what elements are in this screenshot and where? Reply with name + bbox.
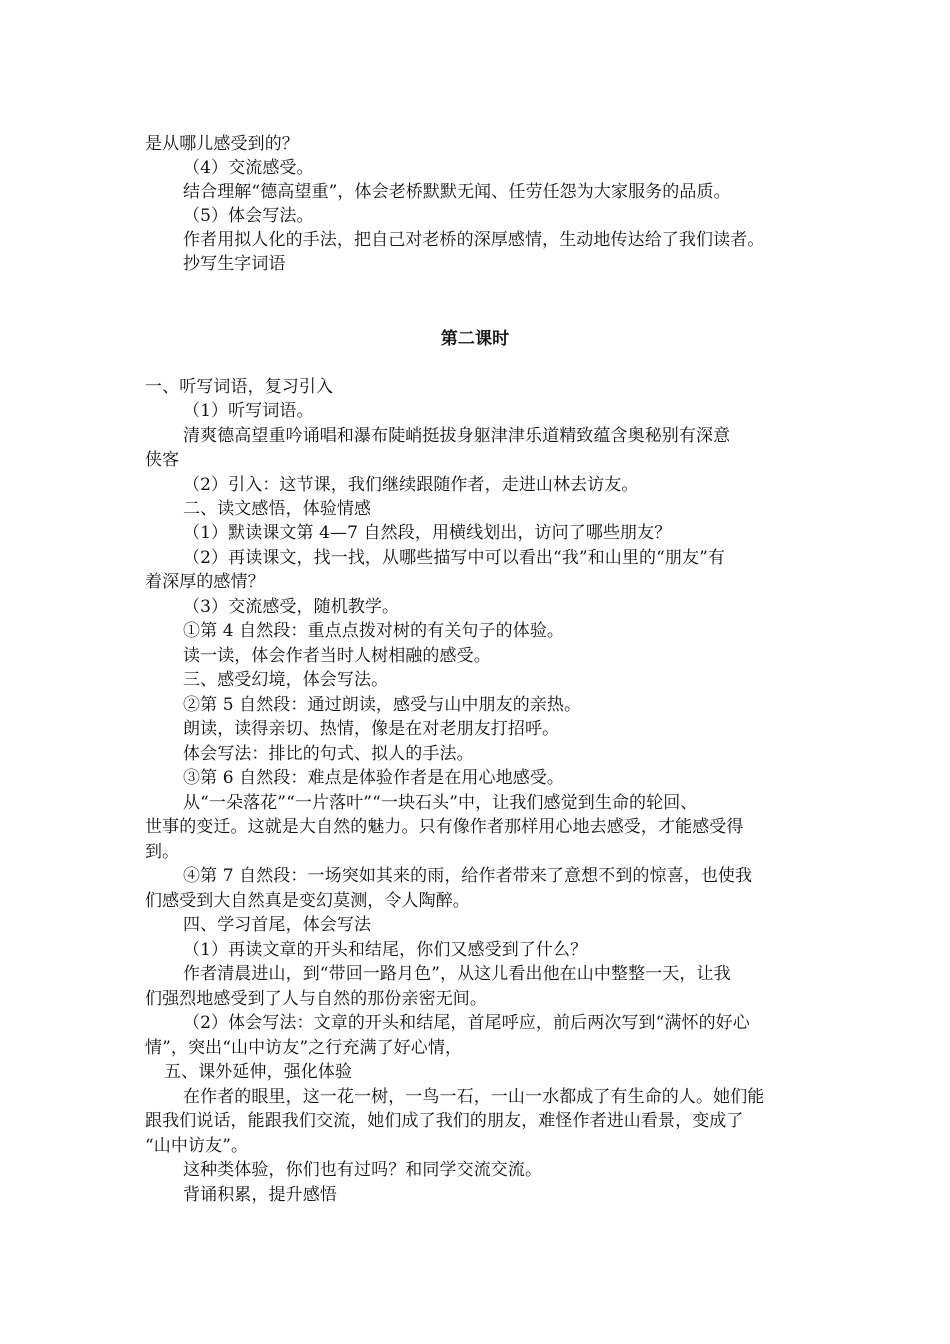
text-line: 四、学习首尾，体会写法 [183, 915, 372, 935]
text-line: 抄写生字词语 [183, 254, 286, 274]
text-line: （1）再读文章的开头和结尾，你们又感受到了什么？ [183, 940, 588, 960]
section-title: 第二课时 [440, 329, 510, 349]
text-line: 侠客 [145, 450, 180, 470]
text-line: “山中访友”。 [145, 1136, 249, 1156]
text-line: ③第 6 自然段：难点是体验作者是在用心地感受。 [183, 768, 565, 788]
text-line: （3）交流感受，随机教学。 [183, 597, 400, 617]
text-line: 读一读，体会作者当时人树相融的感受。 [183, 646, 491, 666]
text-line: ②第 5 自然段：通过朗读，感受与山中朋友的亲热。 [183, 695, 582, 715]
text-line: （4）交流感受。 [183, 158, 314, 178]
text-line: 跟我们说话，能跟我们交流，她们成了我们的朋友，难怪作者进山看景，变成了 [145, 1111, 744, 1131]
text-line: 到。 [145, 842, 180, 862]
text-line: 从“一朵落花”“一片落叶”“一块石头”中，让我们感觉到生命的轮回、 [183, 793, 698, 813]
text-line: 们强烈地感受到了人与自然的那份亲密无间。 [145, 989, 487, 1009]
text-line: （1）默读课文第 4—7 自然段，用横线划出，访问了哪些朋友？ [183, 523, 672, 543]
text-line: 是从哪儿感受到的？ [145, 134, 299, 154]
text-line: 作者清晨进山，到“带回一路月色”，从这儿看出他在山中整整一天，让我 [183, 964, 731, 984]
text-line: 这种类体验，你们也有过吗？和同学交流交流。 [183, 1160, 543, 1180]
text-line: （2）体会写法：文章的开头和结尾，首尾呼应，前后两次写到“满怀的好心 [183, 1013, 750, 1033]
text-line: （5）体会写法。 [183, 206, 314, 226]
text-line: 们感受到大自然真是变幻莫测，令人陶醉。 [145, 891, 470, 911]
text-line: 在作者的眼里，这一花一树，一鸟一石，一山一水都成了有生命的人。她们能 [183, 1087, 765, 1107]
text-line: 结合理解“德高望重”，体会老桥默默无闻、任劳任怨为大家服务的品质。 [183, 182, 731, 202]
text-line: 二、读文感悟，体验情感 [183, 499, 372, 519]
text-line: （1）听写词语。 [183, 401, 314, 421]
text-line: ④第 7 自然段：一场突如其来的雨，给作者带来了意想不到的惊喜，也使我 [183, 866, 753, 886]
text-line: 作者用拟人化的手法，把自己对老桥的深厚感情，生动地传达给了我们读者。 [183, 230, 765, 250]
text-line: （2）引入：这节课，我们继续跟随作者，走进山林去访友。 [183, 475, 639, 495]
text-line: 体会写法：排比的句式、拟人的手法。 [183, 744, 474, 764]
text-line: 朗读，读得亲切、热情，像是在对老朋友打招呼。 [183, 719, 560, 739]
text-line: 背诵积累，提升感悟 [183, 1185, 337, 1205]
text-line: 着深厚的感情？ [145, 572, 265, 592]
text-line: （2）再读课文，找一找，从哪些描写中可以看出“我”和山里的“朋友”有 [183, 548, 725, 568]
text-line: 清爽德高望重吟诵唱和瀑布陡峭挺拔身躯津津乐道精致蕴含奥秘别有深意 [183, 426, 731, 446]
text-line: 一、听写词语，复习引入 [145, 377, 334, 397]
text-line: 情”，突出“山中访友”之行充满了好心情， [145, 1038, 463, 1058]
text-line: 三、感受幻境，体会写法。 [183, 670, 389, 690]
text-line: 五、课外延伸，强化体验 [164, 1062, 353, 1082]
text-line: 世事的变迁。这就是大自然的魅力。只有像作者那样用心地去感受，才能感受得 [145, 817, 744, 837]
text-line: ①第 4 自然段：重点点拨对树的有关句子的体验。 [183, 621, 565, 641]
